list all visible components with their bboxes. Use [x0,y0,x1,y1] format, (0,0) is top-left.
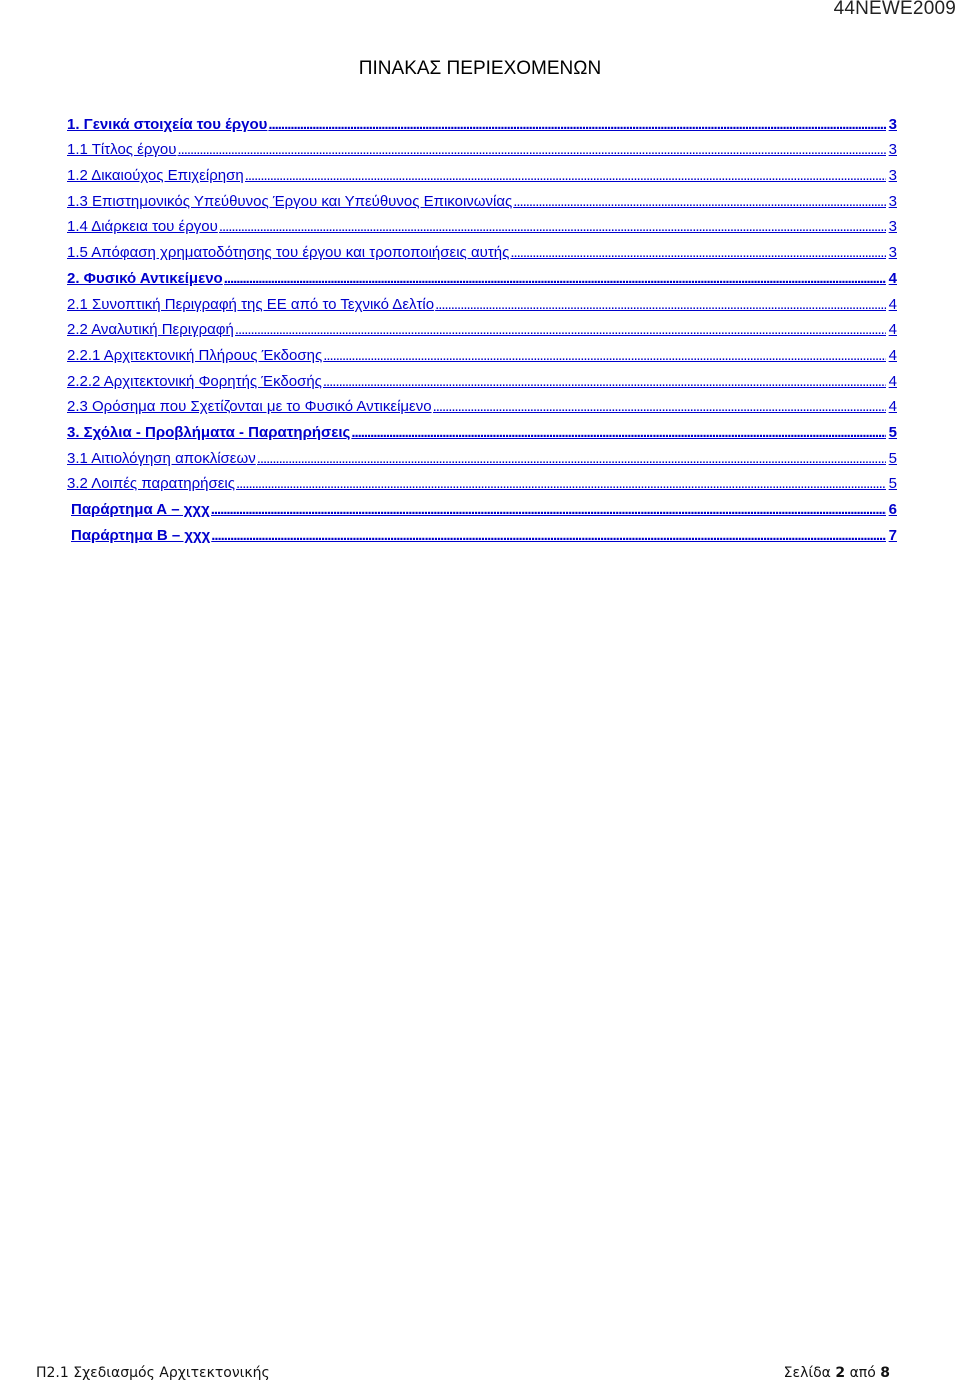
toc-dot-leader [245,167,886,184]
toc-entry-page: 4 [888,321,897,339]
toc-entry-link[interactable] [67,210,897,236]
toc-dot-leader [268,116,885,133]
footer-section-title: Π2.1 Σχεδιασμός Αρχιτεκτονικής [36,1365,270,1381]
toc-dot-leader [351,424,885,441]
toc-entry-label: Παράρτημα Β – χχχ [71,526,211,544]
toc-dot-leader [219,218,886,235]
toc-entry-link[interactable] [67,467,897,493]
toc-entry-page: 3 [888,244,897,262]
toc-entry-page: 3 [888,141,897,159]
toc-entry-link[interactable] [67,313,897,339]
toc-dot-leader [236,475,886,492]
toc-entry-link[interactable] [67,415,897,441]
toc-entry-label: 2.2 Αναλυτική Περιγραφή [67,321,234,339]
toc-dot-leader [513,193,885,210]
toc-entry-label: 3.1 Αιτιολόγηση αποκλίσεων [67,449,256,467]
toc-entry-label: 1. Γενικά στοιχεία του έργου [67,115,268,133]
table-of-contents [67,107,897,544]
toc-entry-page: 3 [888,167,897,185]
toc-entry-link[interactable] [67,184,897,210]
footer-page-number [784,1365,890,1381]
toc-entry-link[interactable] [67,261,897,287]
toc-entry-page: 4 [888,295,897,313]
toc-entry-label: 1.5 Απόφαση χρηματοδότησης του έργου και τροποποιήσεις αυτής [67,244,510,262]
toc-entry-link[interactable] [67,518,897,544]
toc-entry-page: 4 [888,346,897,364]
toc-entry-link[interactable] [67,364,897,390]
toc-entry-link[interactable] [67,441,897,467]
toc-entry-label: 1.4 Διάρκεια του έργου [67,218,218,236]
toc-entry-link[interactable] [67,133,897,159]
toc-entry-page: 5 [888,423,897,441]
toc-entry-page: 5 [888,449,897,467]
toc-entry-page: 3 [888,115,897,133]
toc-dot-leader [510,244,885,261]
toc-entry-page: 7 [888,526,897,544]
toc-entry-label: 1.3 Επιστημονικός Υπεύθυνος Έργου και Υπεύθυνος Επικοινωνίας [67,192,513,210]
toc-entry-label: 2. Φυσικό Αντικείμενο [67,269,223,287]
toc-entry-page: 3 [888,192,897,210]
document-code: 44NEWE2009 [833,0,956,19]
toc-dot-leader [323,347,885,364]
toc-dot-leader [435,296,886,313]
footer-page-prefix: Σελίδα [783,1365,831,1381]
toc-entry-link[interactable] [67,158,897,184]
toc-entry-label: 2.2.1 Αρχιτεκτονική Πλήρους Έκδοσης [67,346,323,364]
toc-entry-label: 3. Σχόλια - Προβλήματα - Παρατηρήσεις [67,423,351,441]
toc-entry-page: 4 [888,398,897,416]
toc-entry-link[interactable] [67,287,897,313]
footer-page-total: 8 [880,1365,890,1381]
toc-dot-leader [235,321,886,338]
toc-entry-label: 2.3 Ορόσημα που Σχετίζονται με το Φυσικό Αντικείμενο [67,398,432,416]
toc-dot-leader [433,398,886,415]
footer-page-current: 2 [835,1365,846,1381]
toc-entry-label: 1.2 Δικαιούχος Επιχείρηση [67,167,244,185]
toc-entry-link[interactable] [67,235,897,261]
toc-entry-page: 3 [888,218,897,236]
toc-entry-label: 2.1 Συνοπτική Περιγραφή της ΕΕ από το Τεχνικό Δελτίο [67,295,435,313]
footer-page-sep: από [849,1365,876,1381]
toc-entry-page: 4 [888,372,897,390]
toc-entry-link[interactable] [67,107,897,133]
toc-entry-page: 6 [888,501,897,518]
toc-entry-page: 4 [888,269,897,287]
toc-entry-link[interactable] [67,338,897,364]
toc-entry-label: Παράρτημα Α – χχχ [71,501,210,518]
toc-title: ΠΙΝΑΚΑΣ ΠΕΡΙΕΧΟΜΕΝΩΝ [358,58,602,79]
page-footer [36,1365,890,1381]
toc-dot-leader [257,450,886,467]
toc-entry-label: 2.2.2 Αρχιτεκτονική Φορητής Έκδοσής [67,372,322,390]
toc-dot-leader [177,141,885,158]
toc-entry-link[interactable] [67,390,897,416]
toc-dot-leader [323,373,886,390]
toc-dot-leader [211,501,886,518]
toc-entry-page: 5 [888,475,897,493]
toc-entry-label: 3.2 Λοιπές παρατηρήσεις [67,475,235,493]
toc-dot-leader [211,527,885,544]
toc-entry-label: 1.1 Τίτλος έργου [67,141,177,159]
toc-entry-link[interactable] [67,492,897,518]
toc-dot-leader [224,270,886,287]
